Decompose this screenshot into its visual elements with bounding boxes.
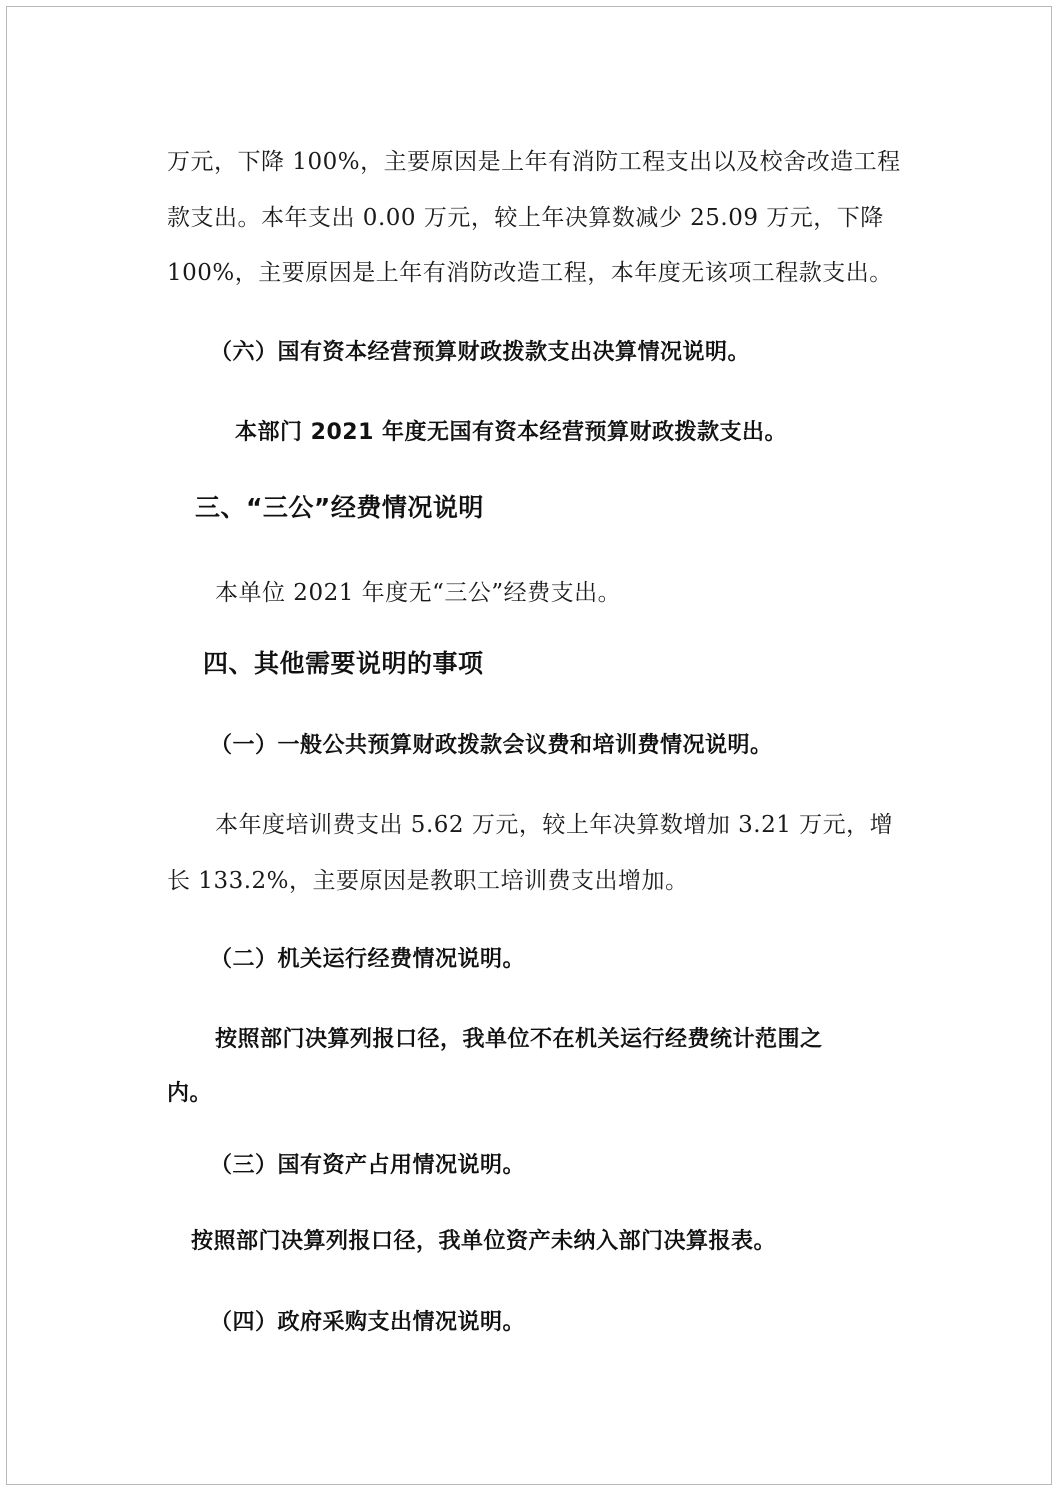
subsection-title-1: （一）一般公共预算财政拨款会议费和培训费情况说明。 — [210, 733, 773, 758]
subsection-body-6: 本部门 2021 年度无国有资本经营预算财政拨款支出。 — [235, 420, 788, 445]
paragraph-line: 100%，主要原因是上年有消防改造工程，本年度无该项工程款支出。 — [167, 260, 893, 286]
section-body-3: 本单位 2021 年度无“三公”经费支出。 — [215, 580, 622, 606]
paragraph-line: 万元，下降 100%，主要原因是上年有消防工程支出以及校舍改造工程 — [167, 149, 901, 175]
paragraph-line: 本年度培训费支出 5.62 万元，较上年决算数增加 3.21 万元，增 — [215, 812, 894, 838]
section-heading-4: 四、其他需要说明的事项 — [203, 649, 484, 678]
subsection-title-3: （三）国有资产占用情况说明。 — [210, 1153, 526, 1178]
paragraph-line: 长 133.2%，主要原因是教职工培训费支出增加。 — [167, 868, 689, 894]
paragraph-line: 按照部门决算列报口径，我单位资产未纳入部门决算报表。 — [191, 1229, 777, 1254]
section-heading-3: 三、“三公”经费情况说明 — [195, 493, 484, 522]
subsection-title-6: （六）国有资本经营预算财政拨款支出决算情况说明。 — [210, 340, 751, 365]
paragraph-line: 按照部门决算列报口径，我单位不在机关运行经费统计范围之 — [215, 1027, 823, 1052]
document-page — [6, 6, 1052, 1485]
paragraph-line: 款支出。本年支出 0.00 万元，较上年决算数减少 25.09 万元，下降 — [167, 205, 884, 231]
subsection-title-4: （四）政府采购支出情况说明。 — [210, 1310, 526, 1335]
paragraph-line: 内。 — [167, 1081, 213, 1106]
subsection-title-2: （二）机关运行经费情况说明。 — [210, 947, 526, 972]
